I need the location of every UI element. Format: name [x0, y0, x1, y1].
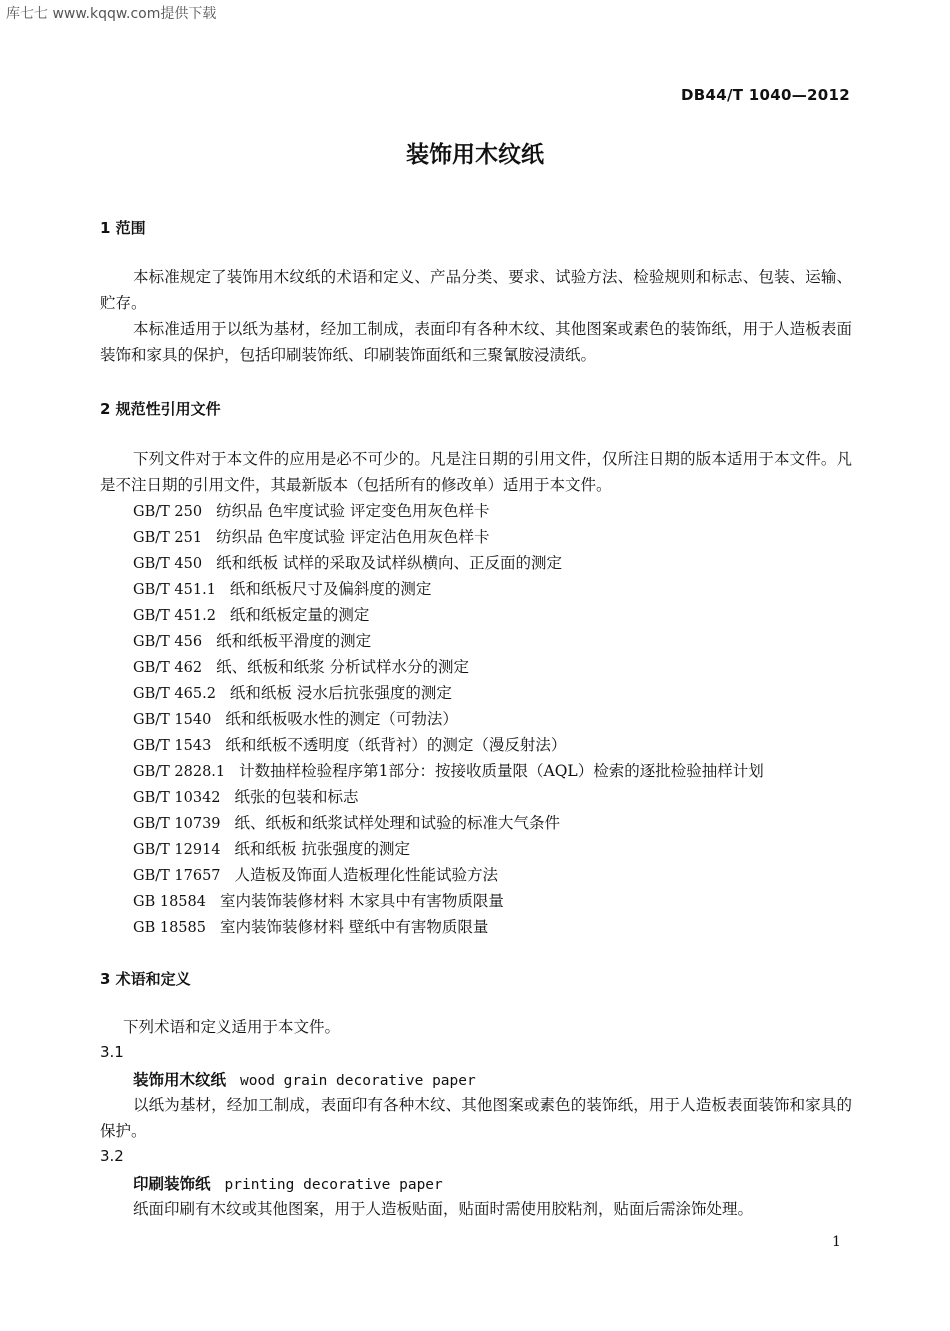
term-definition: 纸面印刷有木纹或其他图案，用于人造板贴面，贴面时需使用胶粘剂，贴面后需涂饰处理。 — [133, 1200, 754, 1218]
watermark: 库七七 www.kqqw.com提供下载 — [6, 6, 217, 22]
reference-item — [133, 628, 764, 654]
reference-title: 纸和纸板定量的测定 — [229, 606, 370, 624]
standard-code: DB44/T 1040—2012 — [681, 86, 850, 104]
term-name-zh: 印刷装饰纸 — [133, 1175, 211, 1193]
reference-code: GB/T 451.1 — [133, 582, 216, 598]
reference-code: GB/T 17657 — [133, 868, 221, 884]
reference-code: GB/T 250 — [133, 504, 203, 520]
reference-code: GB/T 10739 — [133, 816, 221, 832]
reference-item — [133, 706, 764, 732]
reference-code: GB/T 1543 — [133, 738, 212, 754]
reference-title: 纸和纸板 浸水后抗张强度的测定 — [229, 684, 452, 702]
reference-code: GB/T 10342 — [133, 790, 221, 806]
reference-code: GB/T 450 — [133, 556, 203, 572]
reference-title: 人造板及饰面人造板理化性能试验方法 — [234, 866, 499, 884]
reference-item — [133, 914, 764, 940]
term-name — [133, 1172, 443, 1194]
reference-item — [133, 888, 764, 914]
reference-code: GB/T 251 — [133, 530, 203, 546]
reference-title: 纸和纸板平滑度的测定 — [216, 632, 372, 650]
section-3-heading: 3 术语和定义 — [100, 970, 191, 988]
reference-item — [133, 524, 764, 550]
term-number: 3.1 — [100, 1043, 124, 1061]
section-2-intro: 下列文件对于本文件的应用是必不可少的。凡是注日期的引用文件，仅所注日期的版本适用于本文件。凡是不注日期的引用文件，其最新版本（包括所有的修改单）适用于本文件。 — [100, 450, 852, 494]
reference-title: 纸和纸板吸水性的测定（可勃法） — [225, 710, 458, 728]
reference-code: GB/T 2828.1 — [133, 764, 226, 780]
reference-item — [133, 810, 764, 836]
reference-title: 纸和纸板尺寸及偏斜度的测定 — [229, 580, 432, 598]
reference-item — [133, 576, 764, 602]
reference-code: GB 18584 — [133, 894, 206, 910]
reference-title: 纸和纸板 抗张强度的测定 — [234, 840, 410, 858]
reference-title: 纸张的包装和标志 — [234, 788, 359, 806]
reference-title: 纺织品 色牢度试验 评定沾色用灰色样卡 — [216, 528, 490, 546]
term-name-zh: 装饰用木纹纸 — [133, 1071, 227, 1089]
section-1-paragraph-1: 本标准规定了装饰用木纹纸的术语和定义、产品分类、要求、试验方法、检验规则和标志、包装、运输、贮存。 — [100, 268, 852, 312]
section-1-paragraph-2: 本标准适用于以纸为基材，经加工制成，表面印有各种木纹、其他图案或素色的装饰纸，用于人造板表面装饰和家具的保护，包括印刷装饰纸、印刷装饰面纸和三聚氰胺浸渍纸。 — [100, 320, 852, 364]
page-title: 装饰用木纹纸 — [406, 142, 544, 168]
reference-title: 纸、纸板和纸浆 分析试样水分的测定 — [216, 658, 470, 676]
reference-item — [133, 758, 764, 784]
term-name-en: wood grain decorative paper — [240, 1073, 476, 1089]
section-3-intro: 下列术语和定义适用于本文件。 — [123, 1018, 341, 1036]
reference-title: 室内装饰装修材料 壁纸中有害物质限量 — [219, 918, 489, 936]
reference-code: GB/T 456 — [133, 634, 203, 650]
reference-item — [133, 498, 764, 524]
reference-item — [133, 550, 764, 576]
reference-item — [133, 784, 764, 810]
section-2-heading: 2 规范性引用文件 — [100, 400, 221, 418]
reference-title: 纸、纸板和纸浆试样处理和试验的标准大气条件 — [234, 814, 561, 832]
reference-code: GB/T 465.2 — [133, 686, 216, 702]
reference-item — [133, 654, 764, 680]
term-name — [133, 1068, 476, 1090]
reference-item — [133, 602, 764, 628]
reference-code: GB/T 462 — [133, 660, 203, 676]
term-name-en: printing decorative paper — [224, 1177, 443, 1193]
reference-list — [133, 498, 764, 940]
term-definition: 以纸为基材，经加工制成，表面印有各种木纹、其他图案或素色的装饰纸，用于人造板表面装饰和家具的保护。 — [100, 1096, 852, 1140]
reference-title: 计数抽样检验程序第1部分：按接收质量限（AQL）检索的逐批检验抽样计划 — [239, 762, 764, 780]
section-1-heading: 1 范围 — [100, 219, 146, 237]
reference-item — [133, 836, 764, 862]
reference-code: GB/T 12914 — [133, 842, 221, 858]
reference-item — [133, 732, 764, 758]
reference-item — [133, 862, 764, 888]
reference-item — [133, 680, 764, 706]
reference-title: 纺织品 色牢度试验 评定变色用灰色样卡 — [216, 502, 490, 520]
reference-code: GB 18585 — [133, 920, 206, 936]
reference-code: GB/T 451.2 — [133, 608, 216, 624]
reference-title: 室内装饰装修材料 木家具中有害物质限量 — [219, 892, 504, 910]
reference-title: 纸和纸板不透明度（纸背衬）的测定（漫反射法） — [225, 736, 567, 754]
page-number: 1 — [832, 1234, 841, 1250]
reference-code: GB/T 1540 — [133, 712, 212, 728]
reference-title: 纸和纸板 试样的采取及试样纵横向、正反面的测定 — [216, 554, 563, 572]
term-number: 3.2 — [100, 1147, 124, 1165]
